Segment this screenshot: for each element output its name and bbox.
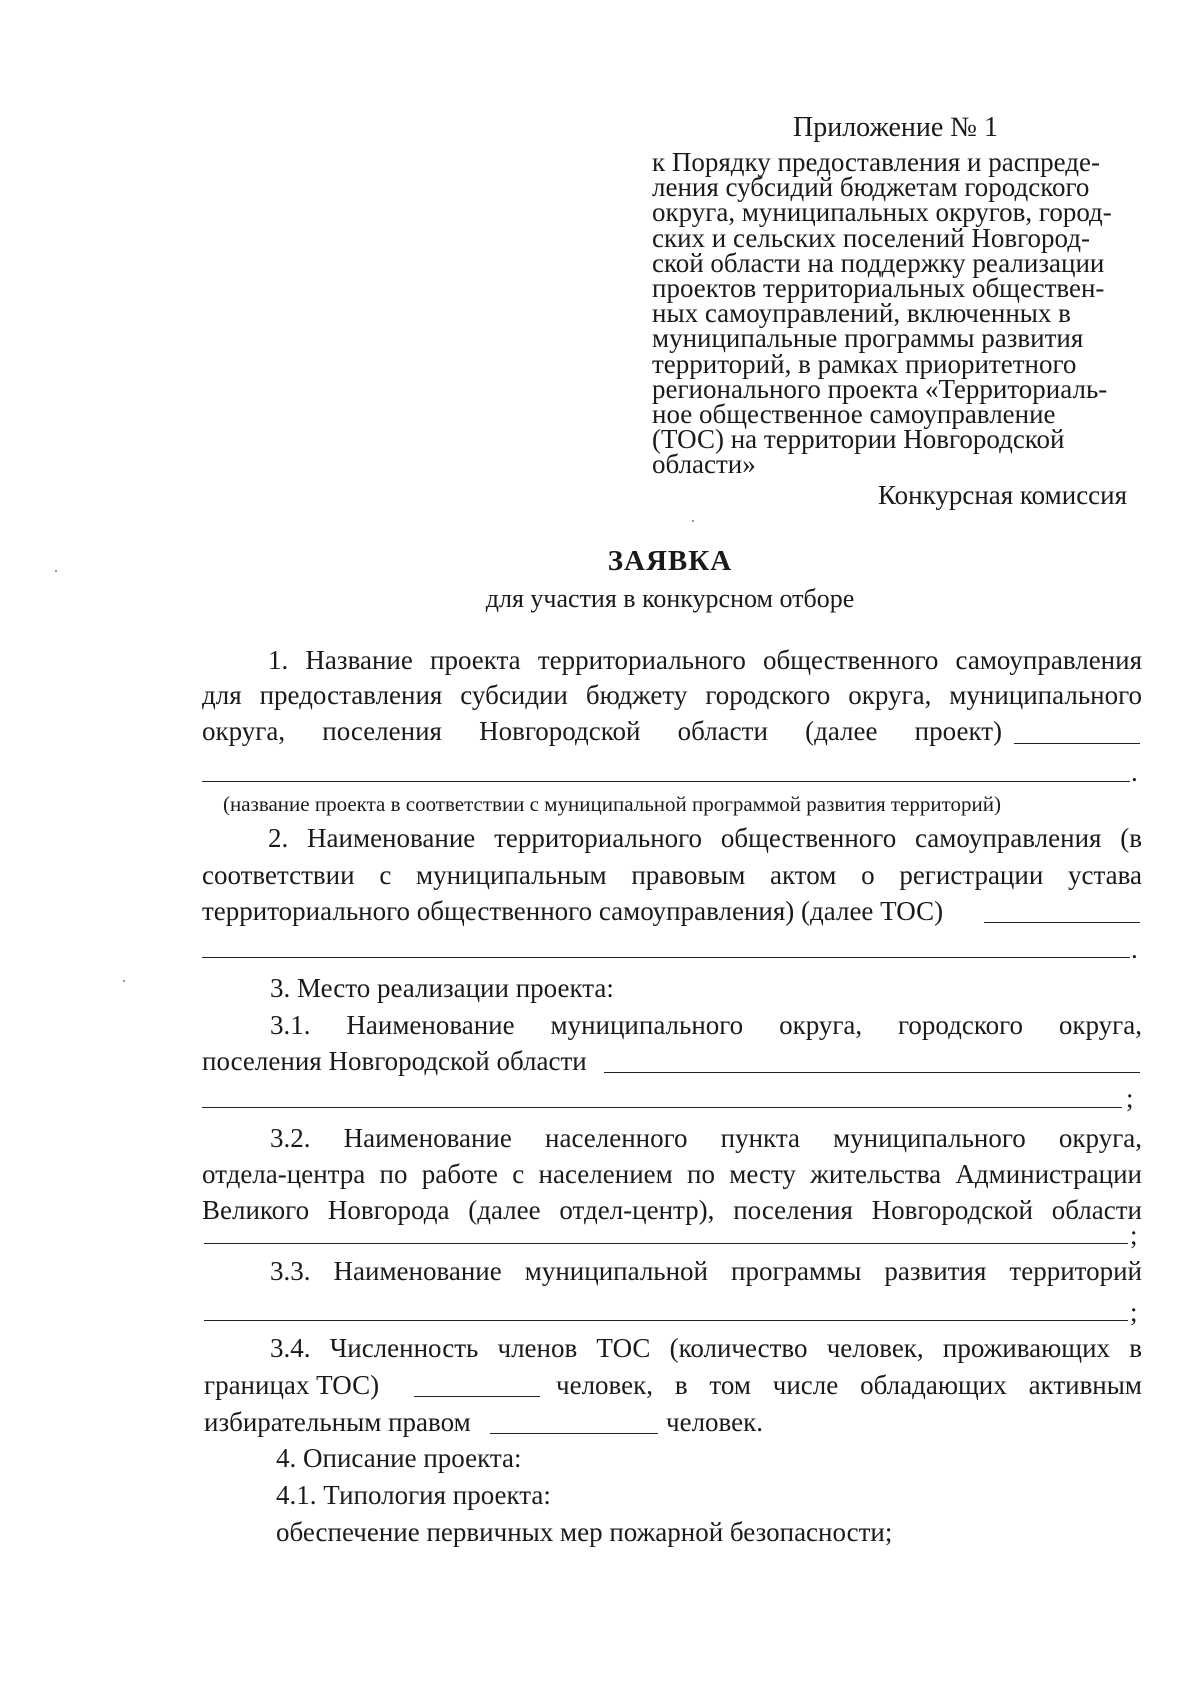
s3-1-municipality-field-cont[interactable] — [202, 1107, 1122, 1108]
addressee: Конкурсная комиссия — [878, 480, 1128, 510]
s3-4-line3b: человек. — [666, 1407, 763, 1437]
s3-4-line2a: границах ТОС) — [204, 1370, 380, 1400]
scan-speck — [692, 520, 694, 522]
s4-heading: 4. Описание проекта: — [276, 1443, 522, 1473]
s3-3-end-mark: ; — [1130, 1297, 1138, 1327]
s3-1-municipality-field[interactable] — [604, 1072, 1140, 1073]
document-title: ЗАЯВКА — [607, 545, 733, 577]
s2-end-mark: . — [1131, 934, 1138, 964]
s2-line2: соответствии с муниципальным правовым актом о регистрации устава — [202, 860, 1142, 890]
s2-line1: 2. Наименование территориального общественного самоуправления (в — [268, 823, 1142, 853]
s1-line1: 1. Название проекта территориального общественного самоуправления — [268, 645, 1142, 675]
s1-project-name-field-cont[interactable] — [202, 781, 1130, 782]
s3-3-line1: 3.3. Наименование муниципальной программы развития территорий — [270, 1256, 1142, 1286]
s3-4-voters-count-field[interactable] — [490, 1433, 658, 1434]
s4-1-heading: 4.1. Типология проекта: — [276, 1480, 551, 1510]
s3-3-program-field[interactable] — [204, 1320, 1128, 1321]
appendix-reference: к Порядку предоставления и распреде- ления субсидий бюджетам городского округа, муниципальных округов, город- ских и сельских поселений Новгород- ской области на поддержку реализации проектов территориальных обществен- ных самоуправлений, включенных в муниципальные программы развития территорий, в рамках приоритетного регионального проекта «Территориаль- ное общественное самоуправление (ТОС) на территории Новгородской области» — [652, 147, 1112, 480]
s1-field-hint: (название проекта в соответствии с муниципальной программой развития территорий) — [223, 792, 1001, 816]
s3-4-line1: 3.4. Численность членов ТОС (количество человек, проживающих в — [270, 1333, 1142, 1363]
s2-tos-name-field[interactable] — [984, 922, 1140, 923]
s3-1-line2: поселения Новгородской области — [202, 1046, 587, 1076]
scan-speck — [55, 570, 57, 572]
s3-1-line1: 3.1. Наименование муниципального округа, городского округа, — [270, 1010, 1142, 1040]
s3-2-line2: отдела-центра по работе с населением по месту жительства Администрации — [202, 1159, 1142, 1189]
s1-line2: для предоставления субсидии бюджету городского округа, муниципального — [202, 680, 1142, 710]
s3-4-line2b: человек, в том числе обладающих активным — [556, 1370, 1142, 1400]
s3-2-settlement-field[interactable] — [204, 1243, 1128, 1244]
s3-2-line3: Великого Новгорода (далее отдел-центр), поселения Новгородской области — [202, 1195, 1142, 1225]
s2-tos-name-field-cont[interactable] — [202, 957, 1130, 958]
s3-2-end-mark: ; — [1130, 1220, 1138, 1250]
s3-4-line3a: избирательным правом — [204, 1407, 471, 1437]
s4-1-item-fire-safety: обеспечение первичных мер пожарной безопасности; — [276, 1517, 893, 1547]
s3-heading: 3. Место реализации проекта: — [270, 973, 614, 1003]
scan-speck — [123, 980, 125, 982]
appendix-title: Приложение № 1 — [793, 112, 998, 143]
s3-1-end-mark: ; — [1126, 1083, 1134, 1113]
s1-line3: округа, поселения Новгородской области (далее проект) — [202, 716, 1002, 746]
s1-end-mark: . — [1131, 757, 1138, 787]
s1-project-name-field[interactable] — [1014, 743, 1140, 744]
s2-line3: территориального общественного самоуправления) (далее ТОС) — [202, 896, 944, 926]
document-subtitle: для участия в конкурсном отборе — [485, 584, 855, 613]
s3-4-members-count-field[interactable] — [414, 1396, 540, 1397]
s3-2-line1: 3.2. Наименование населенного пункта муниципального округа, — [270, 1123, 1142, 1153]
